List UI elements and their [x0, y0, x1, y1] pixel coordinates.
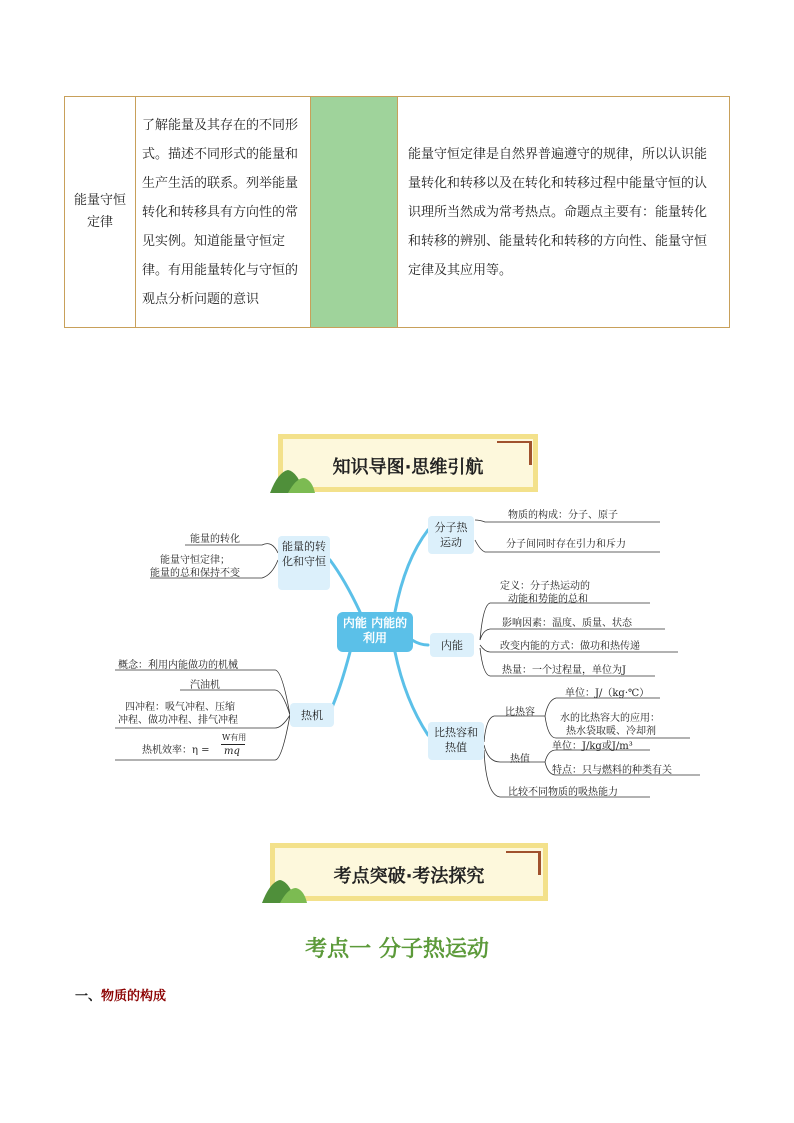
requirement-cell: 了解能量及其存在的不同形式。描述不同形式的能量和生产生活的联系。列举能量转化和转移具有方向性的常见实例。知道能量守恒定律。有用能量转化与守恒的观点分析问题的意识	[136, 97, 311, 328]
internal-item-3: 改变内能的方式：做功和热传递	[500, 641, 640, 652]
branch-line	[395, 652, 428, 735]
engine-item-3b: 冲程、做功冲程、排气冲程	[118, 715, 238, 726]
engine-formula-num: W有用	[222, 733, 247, 742]
node-engine-label: 热机	[301, 709, 323, 722]
specific-heat-app-a: 水的比热容大的应用：	[560, 713, 660, 724]
specific-heat-label: 比热容	[505, 707, 535, 718]
heat-value-unit: 单位：J/kg或J/m³	[552, 741, 633, 752]
engine-item-2: 汽油机	[190, 680, 220, 691]
node-molecule-label: 分子热运动	[434, 521, 468, 549]
internal-item-1b: 动能和势能的总和	[508, 594, 588, 605]
banner-title: 考点突破·考法探究	[333, 866, 485, 887]
engine-formula-den: mq	[224, 746, 240, 757]
internal-item-1a: 定义：分子热运动的	[500, 581, 590, 592]
branch-line	[395, 530, 428, 612]
mindmap-center-node	[337, 612, 413, 652]
sub-heading	[75, 985, 166, 1004]
engine-item-4: 热机效率：η =	[142, 745, 210, 756]
molecule-item-1: 物质的构成：分子、原子	[508, 510, 618, 521]
sub-heading-number: 一、	[75, 989, 102, 1004]
section-title: 考点一 分子热运动	[305, 937, 489, 962]
engine-item-1: 概念：利用内能做功的机械	[118, 660, 238, 671]
analysis-cell: 能量守恒定律是自然界普遍遵守的规律，所以认识能量转化和转移以及在转化和转移过程中能量守恒的认识理所当然成为常考热点。命题点主要有：能量转化和转移的辨别、能量转化和转移的方向性、能量守恒定律及其应用等。	[398, 97, 730, 328]
topic-text: 能量守恒定律	[73, 193, 126, 230]
center-label: 内能 内能的利用	[342, 616, 408, 645]
specific-heat-app-b: 热水袋取暖、冷却剂	[566, 726, 656, 737]
node-energy-label: 能量的转化和守恒	[282, 540, 326, 568]
formula-fraction-bar	[221, 744, 245, 745]
energy-item-2b: 能量的总和保持不变	[150, 568, 240, 579]
branch-line	[330, 652, 350, 712]
sub-heading-text: 物质的构成	[101, 989, 167, 1004]
internal-item-4: 热量：一个过程量，单位为J	[502, 665, 627, 676]
banner-deco-line	[506, 851, 540, 853]
hill-icon	[260, 876, 308, 904]
heat-value-label: 热值	[510, 754, 530, 765]
node-heat-label: 比热容和热值	[434, 726, 478, 754]
branch-line	[412, 640, 428, 645]
engine-item-3a: 四冲程：吸气冲程、压缩	[125, 702, 235, 713]
internal-item-2: 影响因素：温度、质量、状态	[502, 618, 632, 629]
banner-deco-line	[538, 851, 541, 875]
banner-title: 知识导图·思维引航	[332, 457, 484, 478]
specific-heat-unit: 单位：J/（kg·℃）	[565, 688, 650, 699]
compare-item: 比较不同物质的吸热能力	[508, 787, 618, 798]
energy-item-1: 能量的转化	[190, 534, 240, 545]
molecule-item-2: 分子间同时存在引力和斥力	[506, 539, 626, 550]
branch-line	[330, 560, 360, 612]
heat-value-feature: 特点：只与燃料的种类有关	[552, 765, 672, 776]
node-internal-label: 内能	[441, 639, 463, 652]
energy-item-2a: 能量守恒定律；	[160, 555, 230, 566]
